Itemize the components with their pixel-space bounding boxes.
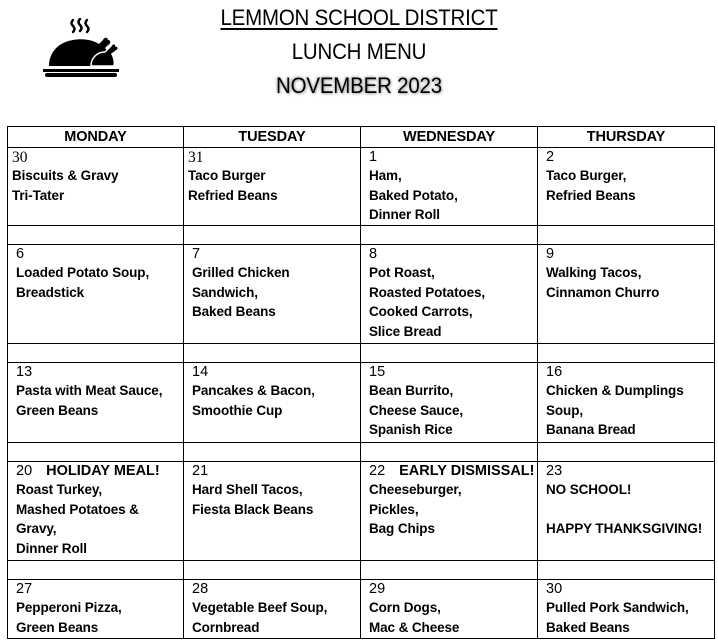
menu-item: Loaded Potato Soup, xyxy=(16,265,150,280)
menu-item: Walking Tacos, xyxy=(546,265,642,280)
menu-subtitle: LUNCH MENU xyxy=(291,39,427,64)
menu-item: Grilled Chicken xyxy=(192,265,290,280)
weekday-header-row xyxy=(8,127,715,148)
menu-item: Dinner Roll xyxy=(369,207,440,222)
spacer-row xyxy=(8,226,715,245)
day-number: 23 xyxy=(546,463,563,479)
day-cell xyxy=(8,462,184,561)
menu-item: Tri-Tater xyxy=(12,187,65,203)
spacer-row xyxy=(8,344,715,363)
day-number: 2 xyxy=(546,149,555,165)
menu-item: Corn Dogs, xyxy=(369,600,441,615)
menu-item: Pancakes & Bacon, xyxy=(192,383,315,398)
day-number: 8 xyxy=(369,246,378,262)
day-number: 30 xyxy=(12,149,28,166)
menu-item: Hard Shell Tacos, xyxy=(192,482,303,497)
menu-item: Pickles, xyxy=(369,501,419,517)
menu-item: Bag Chips xyxy=(369,521,435,536)
day-number: 29 xyxy=(369,581,386,597)
day-cell xyxy=(538,245,715,344)
column-header-monday: MONDAY xyxy=(8,127,184,148)
menu-item: Sandwich, xyxy=(192,284,258,300)
menu-item: Pulled Pork Sandwich, xyxy=(546,600,689,615)
day-cell xyxy=(184,148,361,226)
blank-line xyxy=(546,500,714,520)
menu-item: Breadstick xyxy=(16,284,85,300)
day-cell xyxy=(8,580,184,639)
menu-item: Cooked Carrots, xyxy=(369,304,473,319)
day-number: 16 xyxy=(546,364,563,380)
menu-item: Mashed Potatoes & xyxy=(16,501,139,517)
week-row xyxy=(8,245,715,344)
day-cell xyxy=(361,363,538,443)
day-number: 14 xyxy=(192,364,209,380)
menu-item: Slice Bread xyxy=(369,323,442,339)
holiday-meal-note: HOLIDAY MEAL! xyxy=(46,463,160,479)
day-cell xyxy=(538,462,715,561)
early-dismissal-note: EARLY DISMISSAL! xyxy=(399,463,535,479)
menu-item: Cheeseburger, xyxy=(369,482,462,497)
week-row xyxy=(8,580,715,639)
menu-item: Vegetable Beef Soup, xyxy=(192,600,328,615)
column-header-tuesday: TUESDAY xyxy=(184,127,361,148)
day-number xyxy=(16,463,183,480)
day-number: 21 xyxy=(192,463,209,479)
menu-item: Spanish Rice xyxy=(369,422,453,437)
no-school-notice: NO SCHOOL! xyxy=(546,482,632,497)
menu-item: Gravy, xyxy=(16,521,57,536)
day-number xyxy=(369,463,537,480)
day-number: 30 xyxy=(546,581,563,597)
day-cell xyxy=(8,245,184,344)
day-number-value: 22 xyxy=(369,463,386,479)
day-number: 28 xyxy=(192,581,209,597)
menu-item: Soup, xyxy=(546,402,583,418)
menu-item: Refried Beans xyxy=(546,187,636,203)
day-number: 1 xyxy=(369,149,378,165)
day-cell xyxy=(361,148,538,226)
week-row xyxy=(8,462,715,561)
menu-item: Mac & Cheese xyxy=(369,619,460,635)
spacer-row xyxy=(8,443,715,462)
menu-item: Pasta with Meat Sauce, xyxy=(16,383,163,398)
menu-item: Dinner Roll xyxy=(16,540,87,556)
menu-item: Taco Burger xyxy=(188,168,266,183)
menu-item: Baked Beans xyxy=(192,304,276,319)
menu-item: Banana Bread xyxy=(546,422,636,437)
menu-item: Biscuits & Gravy xyxy=(12,168,119,183)
day-number: 6 xyxy=(16,246,25,262)
day-number: 13 xyxy=(16,364,33,380)
menu-item: Cheese Sauce, xyxy=(369,402,464,418)
menu-item: Roasted Potatoes, xyxy=(369,284,486,300)
day-number-value: 20 xyxy=(16,463,33,479)
day-cell xyxy=(538,363,715,443)
day-cell xyxy=(361,462,538,561)
day-cell xyxy=(8,363,184,443)
day-cell xyxy=(184,462,361,561)
day-cell xyxy=(361,580,538,639)
menu-item: Smoothie Cup xyxy=(192,402,283,418)
menu-item: Baked Potato, xyxy=(369,187,458,203)
column-header-wednesday: WEDNESDAY xyxy=(361,127,538,148)
day-cell xyxy=(184,363,361,443)
menu-item: Pepperoni Pizza, xyxy=(16,600,122,615)
day-cell xyxy=(538,580,715,639)
lunch-menu-table xyxy=(7,126,715,639)
menu-item: Pot Roast, xyxy=(369,265,435,280)
day-cell xyxy=(8,148,184,226)
day-cell xyxy=(538,148,715,226)
day-number: 15 xyxy=(369,364,386,380)
menu-item: Chicken & Dumplings xyxy=(546,383,684,398)
day-number: 31 xyxy=(188,149,204,166)
menu-item: Cornbread xyxy=(192,619,260,635)
day-number: 7 xyxy=(192,246,201,262)
week-row xyxy=(8,148,715,226)
menu-item: Bean Burrito, xyxy=(369,383,454,398)
menu-item: Baked Beans xyxy=(546,619,630,635)
district-title: LEMMON SCHOOL DISTRICT xyxy=(220,5,498,30)
week-row xyxy=(8,363,715,443)
menu-item: Cinnamon Churro xyxy=(546,284,660,300)
menu-item: Ham, xyxy=(369,168,402,183)
menu-item: Taco Burger, xyxy=(546,168,627,183)
day-number: 27 xyxy=(16,581,33,597)
day-cell xyxy=(184,580,361,639)
spacer-row xyxy=(8,561,715,580)
menu-month: NOVEMBER 2023 xyxy=(276,73,442,98)
menu-item: Green Beans xyxy=(16,619,99,635)
column-header-thursday: THURSDAY xyxy=(538,127,715,148)
menu-item: Roast Turkey, xyxy=(16,482,102,497)
day-cell xyxy=(361,245,538,344)
menu-item: Refried Beans xyxy=(188,187,278,203)
thanksgiving-notice: HAPPY THANKSGIVING! xyxy=(546,521,703,536)
day-cell xyxy=(184,245,361,344)
day-number: 9 xyxy=(546,246,555,262)
menu-item: Green Beans xyxy=(16,402,99,418)
menu-item: Fiesta Black Beans xyxy=(192,501,314,517)
